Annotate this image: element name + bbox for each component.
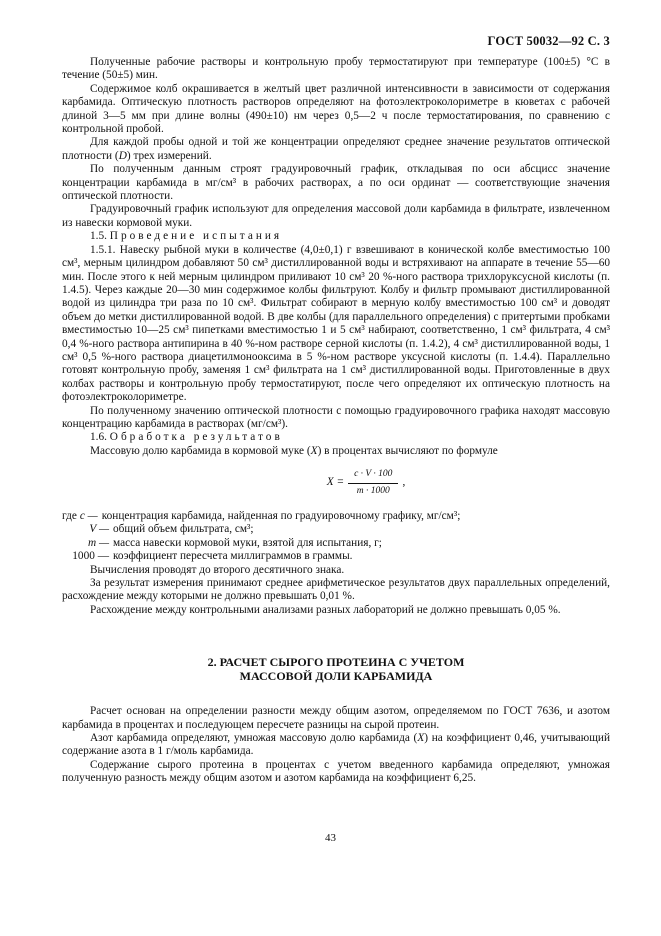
definition-text: масса навески кормовой муки, взятой для испытания, г; (113, 536, 382, 549)
formula-denominator: m · 1000 (356, 485, 390, 496)
definition-row (62, 550, 610, 563)
paragraph-text: Азот карбамида определяют, умножая массовую долю карбамида ( (90, 732, 418, 745)
subsection-heading-1-6 (62, 431, 610, 444)
paragraph: По полученному значению оптической плотности с помощью градуировочного графика находят массовую концентрацию карбамида в растворах (мг/см³). (62, 404, 610, 430)
definition-row (62, 523, 610, 536)
formula-lhs: X = (326, 476, 345, 489)
paragraph-text: Для каждой пробы одной и той же концентрации определяют среднее значение результатов оптической плотности ( (62, 136, 610, 162)
paragraph: По полученным данным строят градуировочный график, откладывая по оси абсцисс значение концентрации карбамида в мг/см³ в рабочих растворах, а по оси ординат — соответствующие значения оптической плотности. (62, 163, 610, 203)
formula (122, 468, 610, 498)
section-heading-2 (62, 655, 610, 683)
symbol-x: X (417, 732, 425, 745)
definition-symbol: m — (87, 536, 109, 549)
paragraph: Полученные рабочие растворы и контрольную пробу термостатируют при температуре (100±5) °С в течение (50±5) мин. (62, 56, 610, 82)
subsection-number: 1.5. (90, 230, 107, 243)
subsection-number: 1.6. (90, 431, 107, 444)
subsection-title: Обработка результатов (109, 431, 283, 444)
variable-definitions (62, 510, 610, 564)
paragraph-text: ) трех измерений. (126, 149, 212, 162)
paragraph-text: ) в процентах вычисляют по формуле (317, 444, 498, 457)
subsection-heading-1-5 (62, 230, 610, 243)
document-header: ГОСТ 50032—92 С. 3 (487, 34, 610, 48)
paragraph: Содержание сырого протеина в процентах с учетом введенного карбамида определяют, умножая полученную разность между общим азотом и азотом карбамида на коэффициент 6,25. (62, 758, 610, 785)
definition-text: концентрация карбамида, найденная по градуировочному графику, мг/см³; (101, 510, 461, 522)
paragraph: Расчет основан на определении разности между общим азотом, определяемом по ГОСТ 7636, и азотом карбамида в процентах и последующем пересчете разницы на сырой протеин. (62, 705, 610, 731)
page-number: 43 (325, 832, 336, 844)
definition-row (62, 537, 610, 550)
definition-row (62, 510, 610, 523)
definition-symbol: 1000 — (72, 550, 109, 563)
section-title-line: МАССОВОЙ ДОЛИ КАРБАМИДА (239, 669, 433, 684)
formula-fraction (348, 468, 398, 498)
document-body (62, 56, 610, 786)
paragraph: За результат измерения принимают среднее арифметическое результатов двух параллельных определений, расхождение между которыми не должно превышать 0,01 %. (62, 577, 610, 603)
formula-tail: , (402, 476, 406, 489)
paragraph-text: Массовую долю карбамида в кормовой муке ( (90, 444, 311, 457)
formula-numerator: c · V · 100 (348, 468, 398, 483)
definition-symbol: c — (79, 510, 98, 522)
section-title-line: 2. РАСЧЕТ СЫРОГО ПРОТЕИНА С УЧЕТОМ (207, 655, 465, 670)
subsection-title: Проведение испытания (109, 230, 283, 243)
definition-prefix: где (62, 510, 77, 522)
paragraph: Градуировочный график используют для определения массовой доли карбамида в фильтрате, извлеченном из навески кормовой муки. (62, 203, 610, 229)
definition-text: коэффициент пересчета миллиграммов в граммы. (113, 550, 353, 563)
paragraph (62, 136, 610, 163)
symbol-x: X (310, 444, 318, 457)
symbol-d: D (118, 149, 127, 162)
paragraph (62, 445, 610, 458)
definition-symbol: V — (89, 523, 109, 536)
paragraph: Расхождение между контрольными анализами разных лабораторий не должно превышать 0,05 %. (90, 603, 561, 616)
paragraph: 1.5.1. Навеску рыбной муки в количестве (4,0±0,1) г взвешивают в конической колбе вместимостью 100 см³, мерным цилиндром добавляют 50 см³ дистиллированной воды и встряхивают на аппарате в течение 55—60 мин. После этого к ней мерным цилиндром приливают 10 см³ 20 %-ного раствора трихлоруксусной кислоты (п. 1.4.5). Через каждые 20—30 мин содержимое колбы фильтруют. Колбу и фильтр промывают дистиллированной водой из цилиндра три раза по 10 см³. Фильтрат собирают в мерную колбу вместимостью 100 см³ и доводят объем до метки дистиллированной водой. В две колбы (для параллельного определения) с притертыми пробками вместимостью 10—25 см³ пипетками вместимостью 1 и 5 см³ набирают, соответственно, 1 см³ фильтрата, 4 см³ 0,4 %-ного раствора антипирина в 40 %-ном растворе серной кислоты (п. 1.4.2), 4 см³ дистиллированной воды, 1 см³ 0,5 %-ного раствора диацетилмонооксима в 5 %-ном растворе уксусной кислоты (п. 1.4.4). Параллельно готовят контрольную пробу, заменяя 1 см³ фильтрата на 1 см³ дистиллированной воды. Приготовленные в двух колбах растворы и контрольную пробу термостатируют, после чего определяют их оптическую плотность на фотоэлектроколориметре. (62, 243, 610, 404)
paragraph-text: ) на коэффициент 0,46, учитывающий содержание азота в 1 г/моль карбамида. (62, 732, 611, 758)
paragraph (62, 732, 610, 759)
definition-text: общий объем фильтрата, см³; (113, 523, 254, 536)
paragraph: Содержимое колб окрашивается в желтый цвет различной интенсивности в зависимости от содержания карбамида. Оптическую плотность растворов определяют на фотоэлектроколориметре в кюветах с рабочей длиной 3—5 мм при длине волны (490±10) нм через 0,5—2 ч после термостатирования, по сравнению с контрольной пробой. (62, 82, 610, 136)
paragraph: Вычисления проводят до второго десятичного знака. (90, 563, 345, 576)
